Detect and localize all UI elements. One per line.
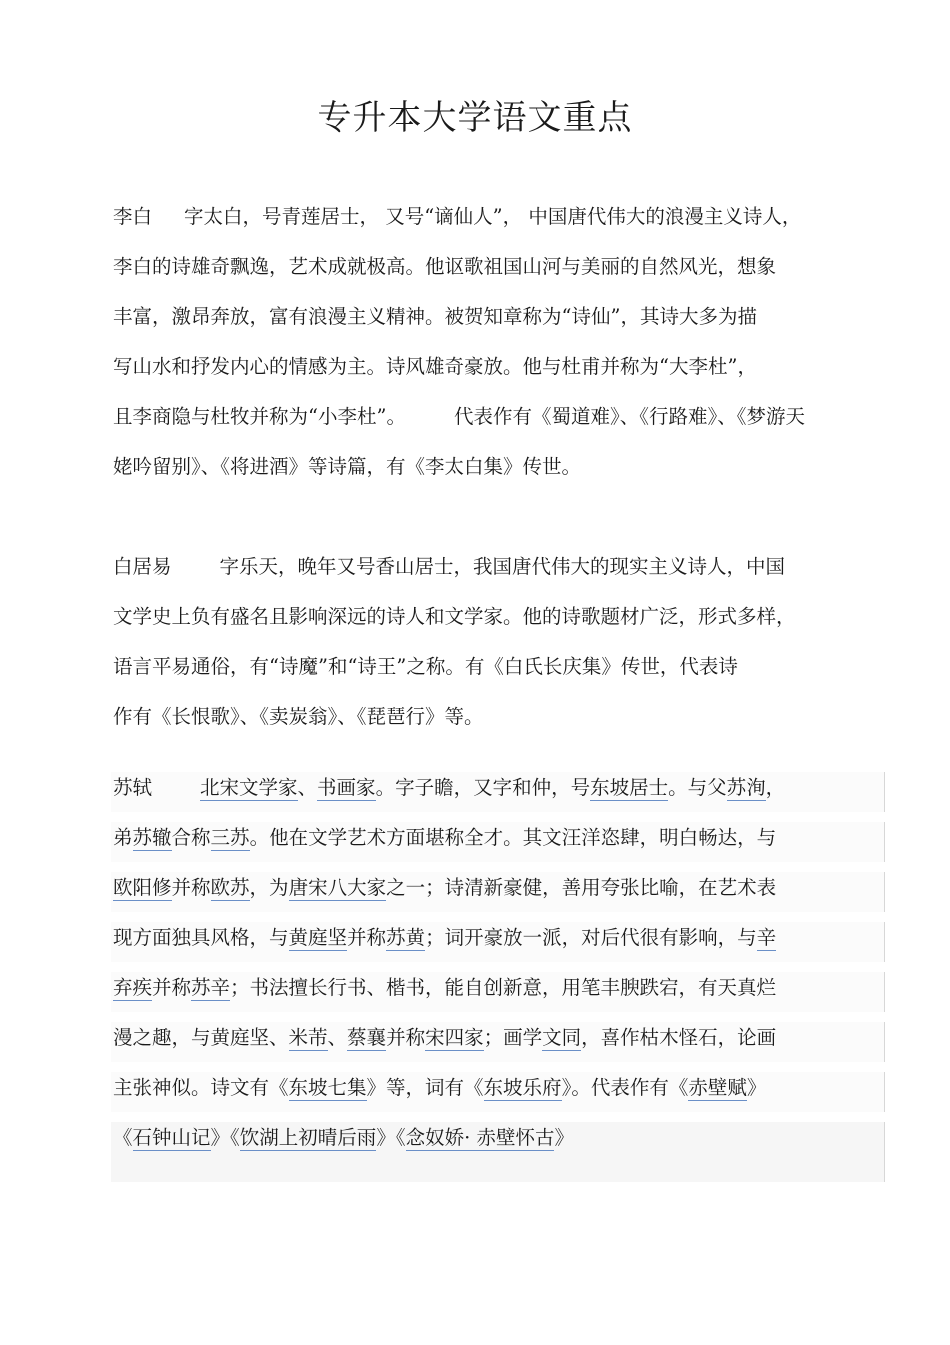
sushi-line-2 (113, 813, 776, 863)
sushi-text: 》《 (376, 1126, 406, 1149)
libai-text-1: 字太白，号青莲居士， 又号“谪仙人”， 中国唐代伟大的浪漫主义诗人， (184, 205, 802, 228)
sushi-text: 合称 (171, 826, 211, 849)
link-huang-tingjian[interactable]: 黄庭坚 (288, 926, 348, 949)
sushi-text: 漫之趣，与黄庭坚、 (113, 1026, 289, 1049)
sushi-text: 弟 (113, 826, 133, 849)
sushi-text: ，为 (249, 876, 289, 899)
sushi-text: 并称 (347, 926, 387, 949)
sushi-text: 并称 (386, 1026, 426, 1049)
link-xin-qiji-part2[interactable]: 弃疾 (113, 976, 153, 999)
baijuyi-line-4: 作有《长恨歌》、《卖炭翁》、《琵琶行》等。 (113, 705, 484, 728)
link-ou-su[interactable]: 欧苏 (210, 876, 250, 899)
link-su-xun[interactable]: 苏洵 (726, 776, 766, 799)
sushi-text: 》 (554, 1126, 574, 1149)
link-cai-xiang[interactable]: 蔡襄 (347, 1026, 387, 1049)
link-chibi-fu[interactable]: 赤壁赋 (688, 1076, 747, 1099)
page-title: 专升本大学语文重点 (317, 98, 633, 138)
link-tangsong-badajia[interactable]: 唐宋八大家 (288, 876, 387, 899)
link-wen-tong[interactable]: 文同 (542, 1026, 582, 1049)
baijuyi-line-3: 语言平易通俗，有“诗魔”和“诗王”之称。有《白氏长庆集》传世，代表诗 (113, 655, 738, 678)
sushi-text: ，喜作枯木怪石，论画 (581, 1026, 777, 1049)
link-dongpo-jushi[interactable]: 东坡居士 (590, 776, 669, 799)
sushi-text: 现方面独具风格，与 (113, 926, 289, 949)
link-ouyang-xiu[interactable]: 欧阳修 (113, 876, 172, 899)
sushi-text: ；画学 (483, 1026, 543, 1049)
libai-line-6: 姥吟留别》、《将进酒》等诗篇，有《李太白集》传世。 (113, 455, 582, 478)
sushi-text: ；书法擅长行书、楷书，能自创新意，用笔丰腴跌宕，有天真烂 (230, 976, 777, 999)
sushi-text: 、 (297, 776, 318, 799)
link-beisong-wenxuejia[interactable]: 北宋文学家 (200, 776, 298, 799)
libai-line-2: 李白的诗雄奇飘逸，艺术成就极高。他讴歌祖国山河与美丽的自然风光，想象 (113, 255, 777, 278)
sushi-line-5 (113, 963, 776, 1013)
sushi-line-4 (113, 913, 776, 963)
baijuyi-line-1 (113, 542, 785, 592)
libai-text-5a: 且李商隐与杜牧并称为“小李杜”。 (113, 405, 406, 428)
sushi-text: 。与父 (668, 776, 727, 799)
link-niannujiao-chibi[interactable]: 念奴娇· 赤壁怀古 (405, 1126, 555, 1149)
sushi-text: ， (765, 776, 786, 799)
link-su-zhe[interactable]: 苏辙 (132, 826, 172, 849)
libai-name: 李白 (113, 205, 153, 228)
baijuyi-text-1: 字乐天，晚年又号香山居士，我国唐代伟大的现实主义诗人，中国 (219, 555, 786, 578)
sushi-name: 苏轼 (113, 776, 153, 799)
link-su-huang[interactable]: 苏黄 (386, 926, 426, 949)
libai-line-5 (113, 392, 805, 442)
libai-line-3: 丰富，激昂奔放，富有浪漫主义精神。被贺知章称为“诗仙”，其诗大多为描 (113, 305, 757, 328)
baijuyi-line-2: 文学史上负有盛名且影响深远的诗人和文学家。他的诗歌题材广泛，形式多样， (113, 605, 796, 628)
sushi-text: 》《 (210, 1126, 240, 1149)
link-shizhongshan-ji[interactable]: 石钟山记 (132, 1126, 211, 1149)
sushi-text: 并称 (152, 976, 192, 999)
libai-line-1 (113, 192, 801, 242)
link-su-xin[interactable]: 苏辛 (191, 976, 231, 999)
sushi-text: 并称 (171, 876, 211, 899)
sushi-line-7 (113, 1063, 766, 1113)
link-san-su[interactable]: 三苏 (210, 826, 250, 849)
sushi-text: 。他在文学艺术方面堪称全才。其文汪洋恣肆，明白畅达，与 (249, 826, 777, 849)
link-shuhuajia[interactable]: 书画家 (317, 776, 376, 799)
sushi-text: 》 (746, 1076, 767, 1099)
baijuyi-name: 白居易 (113, 555, 172, 578)
sushi-text: 》等，词有《 (366, 1076, 484, 1099)
sushi-text: 、 (327, 1026, 348, 1049)
link-mi-fu[interactable]: 米芾 (288, 1026, 328, 1049)
link-dongpo-yuefu[interactable]: 东坡乐府 (483, 1076, 562, 1099)
sushi-line-1 (113, 763, 785, 813)
link-yin-hushang[interactable]: 饮湖上初晴后雨 (239, 1126, 377, 1149)
link-xin-qiji-part1[interactable]: 辛 (756, 926, 777, 949)
sushi-text: 》。代表作有《 (561, 1076, 689, 1099)
sushi-text: 《 (113, 1126, 133, 1149)
libai-line-4: 写山水和抒发内心的情感为主。诗风雄奇豪放。他与杜甫并称为“大李杜”， (113, 355, 757, 378)
sushi-text: 之一；诗清新豪健，善用夸张比喻，在艺术表 (386, 876, 777, 899)
sushi-line-8 (113, 1113, 574, 1163)
link-song-sijia[interactable]: 宋四家 (425, 1026, 484, 1049)
sushi-line-3 (113, 863, 776, 913)
sushi-line-6 (113, 1013, 776, 1063)
sushi-text: 。字子瞻，又字和仲，号 (375, 776, 591, 799)
sushi-text: 主张神似。诗文有《 (113, 1076, 289, 1099)
sushi-text: ；词开豪放一派，对后代很有影响，与 (425, 926, 757, 949)
libai-text-5b: 代表作有《蜀道难》、《行路难》、《梦游天 (453, 405, 805, 428)
link-dongpo-qiji[interactable]: 东坡七集 (288, 1076, 367, 1099)
